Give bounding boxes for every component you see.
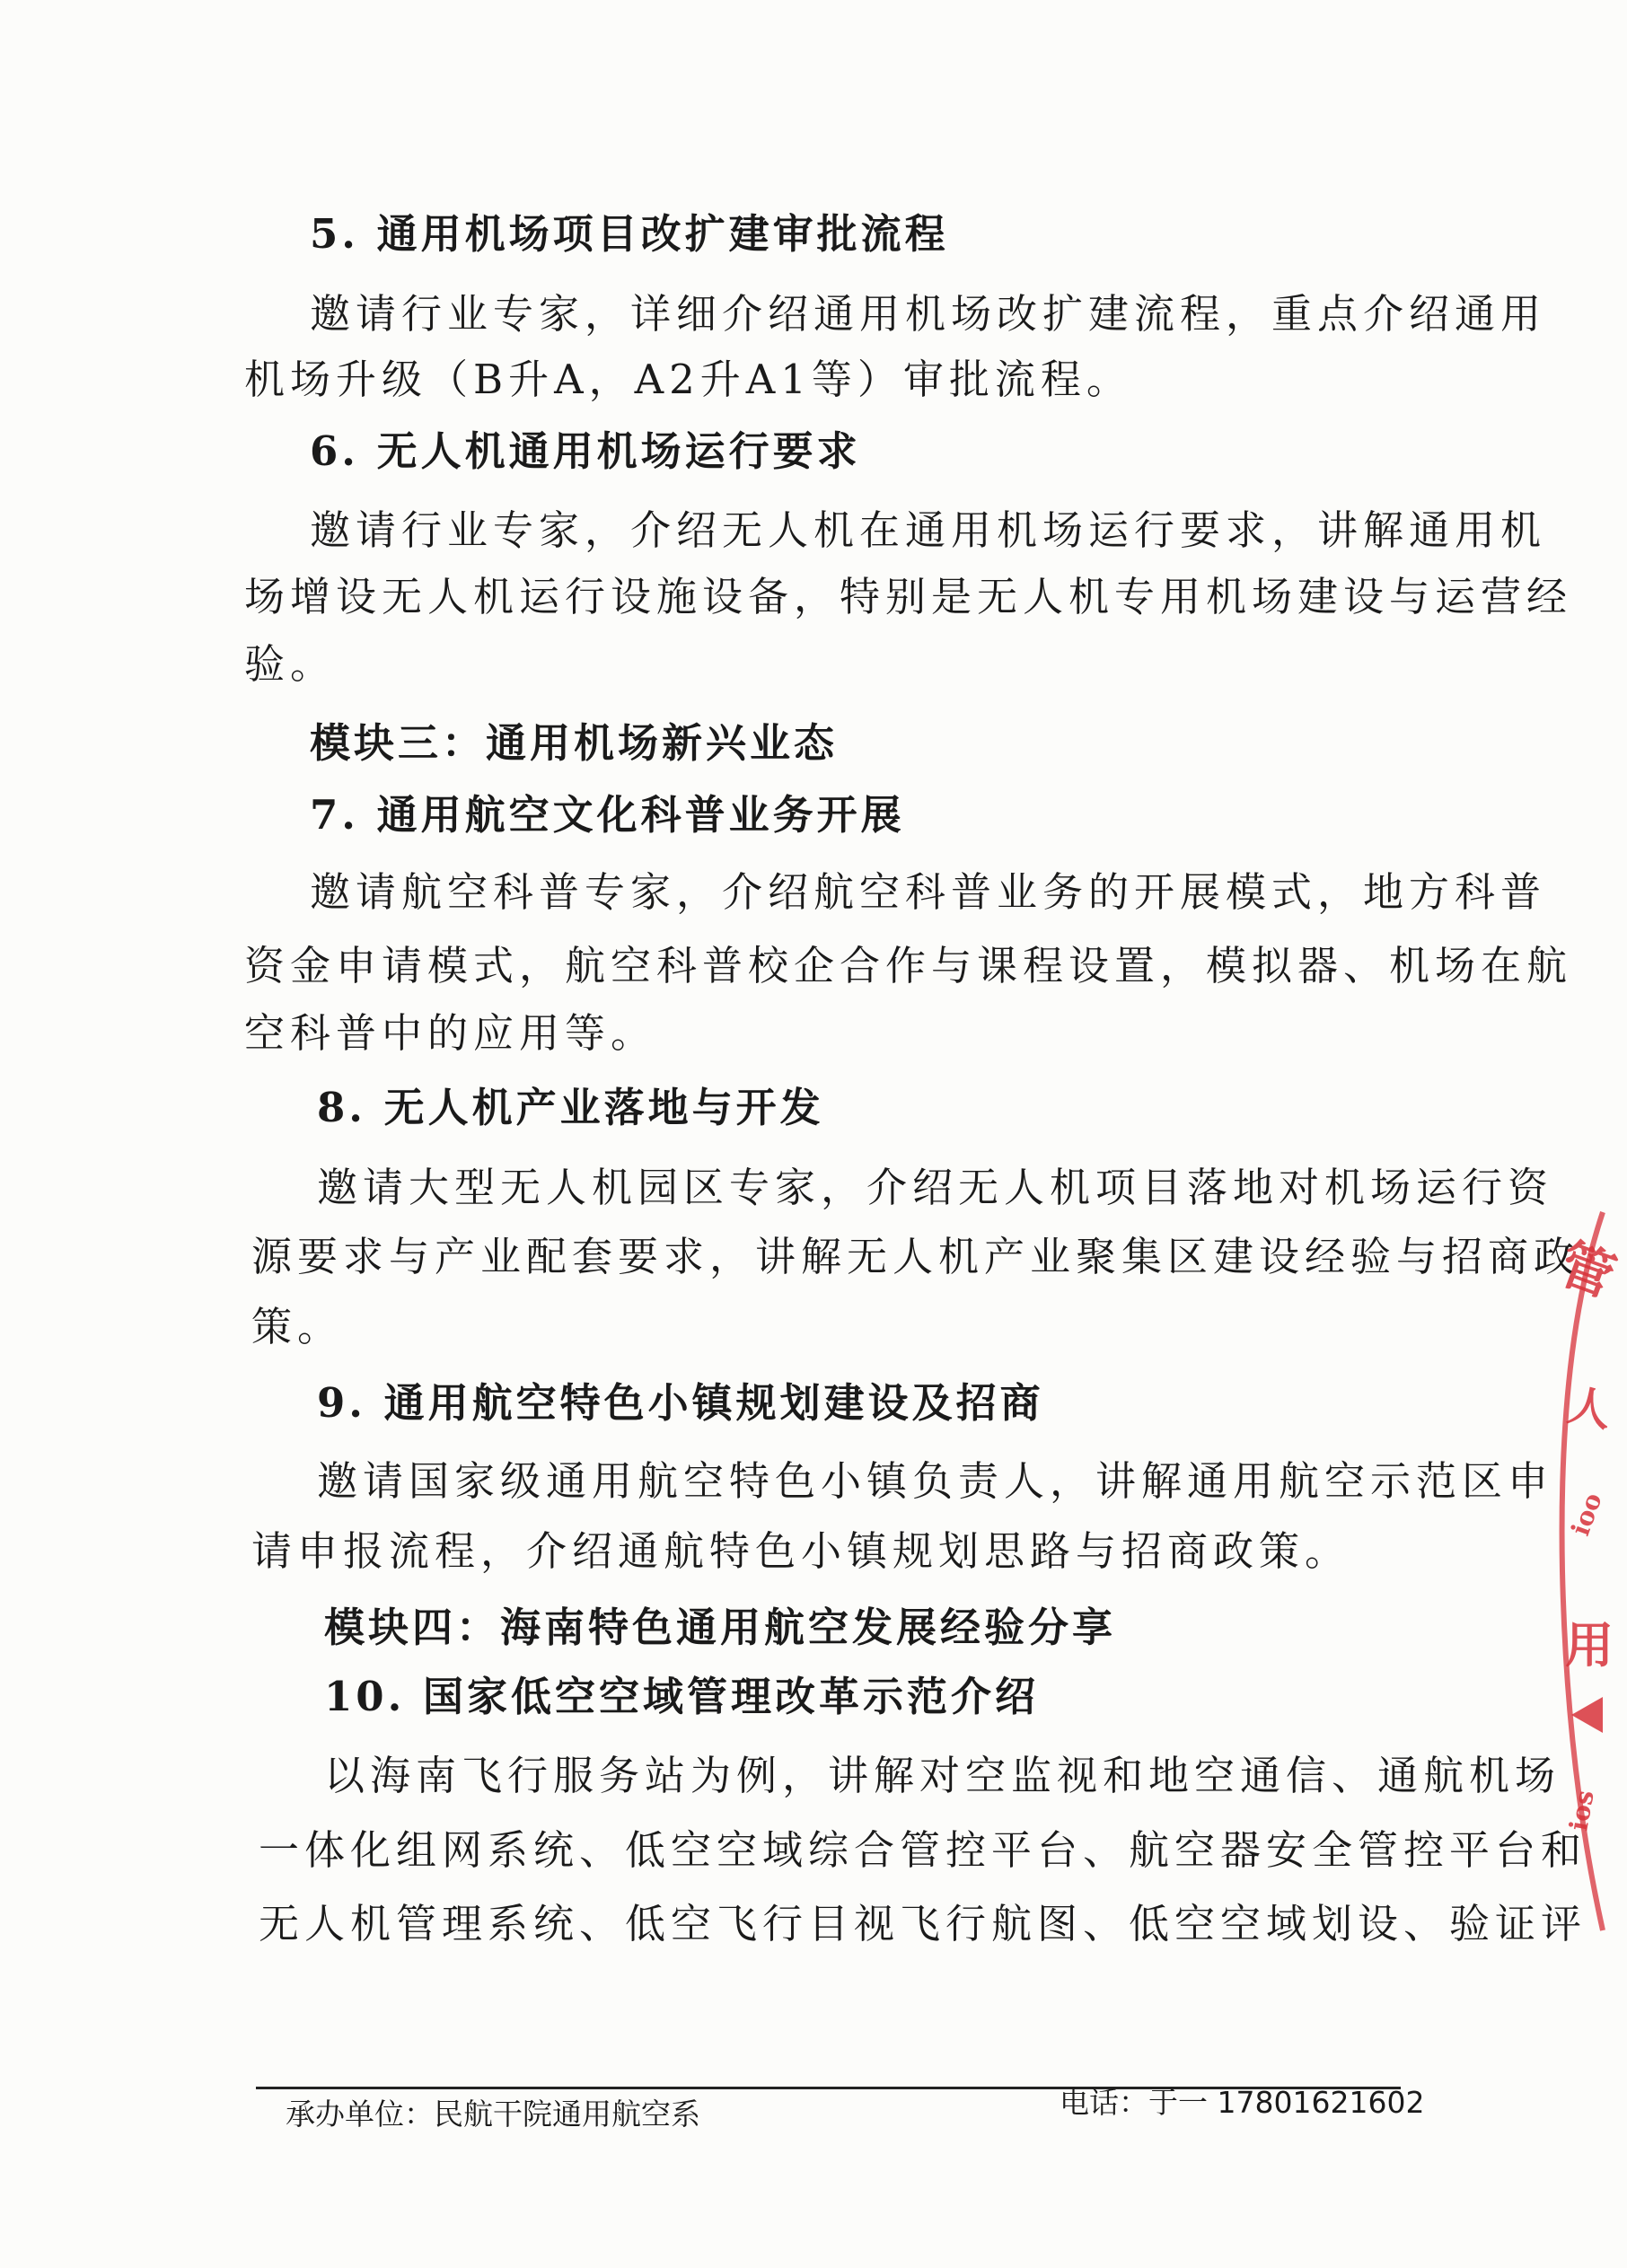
seal-glyph: ioo [1565, 1489, 1608, 1540]
paragraph-line: 验。 [244, 640, 337, 688]
section-heading: 9. 通用航空特色小镇规划建设及招商 [317, 1379, 1044, 1427]
section-heading: 7. 通用航空文化科普业务开展 [310, 791, 905, 839]
section-heading: 模块三：通用机场新兴业态 [310, 719, 839, 767]
paragraph-line: 场增设无人机运行设施设备，特别是无人机专用机场建设与运营经 [244, 573, 1573, 620]
paragraph-line: 机场升级（B升A，A2升A1等）审批流程。 [244, 356, 1132, 403]
seal-outline [1549, 1212, 1603, 1930]
paragraph-line: 请申报流程，介绍通航特色小镇规划思路与招商政策。 [251, 1527, 1351, 1575]
paragraph-line: 邀请国家级通用航空特色小镇负责人，讲解通用航空示范区申 [317, 1457, 1554, 1505]
paragraph-line: 邀请大型无人机园区专家，介绍无人机项目落地对机场运行资 [317, 1164, 1554, 1211]
footer-phone: 电话：于一 17801621602 [1060, 2085, 1425, 2120]
paragraph-line: 邀请行业专家，详细介绍通用机场改扩建流程，重点介绍通用 [310, 290, 1547, 338]
seal-glyph: 人 [1563, 1380, 1615, 1437]
paragraph-line: 源要求与产业配套要求，讲解无人机产业聚集区建设经验与招商政 [251, 1233, 1580, 1280]
paragraph-line: 策。 [251, 1303, 344, 1350]
section-heading: 10. 国家低空空域管理改革示范介绍 [324, 1673, 1039, 1720]
seal-glyph: ios [1563, 1788, 1600, 1833]
seal-glyph: 用 [1565, 1616, 1614, 1674]
footer-organizer: 承办单位：民航干院通用航空系 [286, 2097, 700, 2132]
paragraph-line: 一体化组网系统、低空空域综合管控平台、航空器安全管控平台和 [259, 1826, 1587, 1874]
paragraph-line: 空科普中的应用等。 [244, 1009, 657, 1057]
section-heading: 8. 无人机产业落地与开发 [317, 1084, 824, 1131]
paragraph-line: 以海南飞行服务站为例，讲解对空监视和地空通信、通航机场 [324, 1752, 1561, 1799]
paragraph-line: 邀请航空科普专家，介绍航空科普业务的开展模式，地方科普 [310, 868, 1547, 916]
paragraph-line: 邀请行业专家，介绍无人机在通用机场运行要求，讲解通用机 [310, 506, 1547, 554]
section-heading: 6. 无人机通用机场运行要求 [310, 427, 861, 475]
red-seal-partial [1549, 1212, 1623, 1930]
section-heading: 模块四：海南特色通用航空发展经验分享 [324, 1604, 1117, 1651]
paragraph-line: 无人机管理系统、低空飞行目视飞行航图、低空空域划设、验证评 [259, 1900, 1587, 1947]
section-heading: 5. 通用机场项目改扩建审批流程 [310, 210, 949, 258]
paragraph-line: 资金申请模式，航空科普校企合作与课程设置，模拟器、机场在航 [244, 942, 1573, 989]
seal-glyph: 管 [1551, 1232, 1623, 1310]
